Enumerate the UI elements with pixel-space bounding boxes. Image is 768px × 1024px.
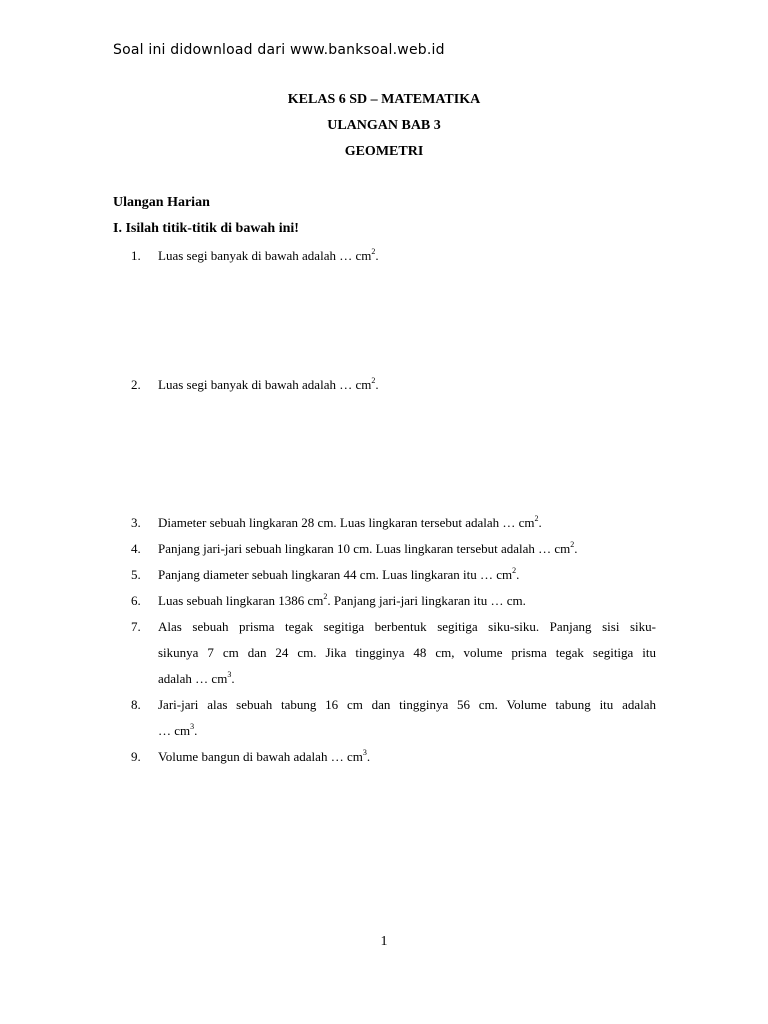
question-text: Luas sebuah lingkaran 1386 $cm^2$. Panjang jari-jari lingkaran itu … cm. xyxy=(158,592,526,608)
question-number: 4. xyxy=(131,541,141,556)
question-number: 9. xyxy=(131,749,141,764)
question-text-line: adalah … $cm^3$. xyxy=(158,670,235,686)
section-instruction: I. Isilah titik-titik di bawah ini! xyxy=(113,221,299,236)
question-number: 1. xyxy=(131,248,141,263)
question-number: 8. xyxy=(131,697,141,712)
page-number: 1 xyxy=(380,934,388,949)
question-number: 7. xyxy=(131,619,141,634)
title-chapter: ULANGAN BAB 3 xyxy=(327,118,441,133)
question-number: 5. xyxy=(131,567,141,582)
question-text: Panjang jari-jari sebuah lingkaran 10 cm. Luas lingkaran tersebut adalah … $cm^2$. xyxy=(158,540,578,556)
question-number: 2. xyxy=(131,377,141,392)
question-text-line: Alas sebuah prisma tegak segitiga berbentuk segitiga siku-siku. Panjang sisi siku- xyxy=(158,619,656,634)
question-text: Panjang diameter sebuah lingkaran 44 cm. Luas lingkaran itu … $cm^2$. xyxy=(158,566,520,582)
title-class-subject: KELAS 6 SD – MATEMATIKA xyxy=(287,92,481,107)
question-number: 3. xyxy=(131,515,141,530)
question-text: Luas segi banyak di bawah adalah … $cm^2$. xyxy=(158,376,379,392)
question-number: 6. xyxy=(131,593,141,608)
question-text: Volume bangun di bawah adalah … $cm^3$. xyxy=(158,748,371,764)
title-topic: GEOMETRI xyxy=(344,144,424,159)
question-text-line: Jari-jari alas sebuah tabung 16 cm dan tingginya 56 cm. Volume tabung itu adalah xyxy=(158,697,656,712)
question-text: Luas segi banyak di bawah adalah … $cm^2$. xyxy=(158,247,379,263)
section-heading: Ulangan Harian xyxy=(113,195,210,210)
source-watermark: Soal ini didownload dari www.banksoal.web.id xyxy=(113,42,445,58)
question-text: Diameter sebuah lingkaran 28 cm. Luas lingkaran tersebut adalah … $cm^2$. xyxy=(158,514,542,530)
question-text-line: … $cm^3$. xyxy=(158,722,198,738)
question-text-line: sikunya 7 cm dan 24 cm. Jika tingginya 48 cm, volume prisma tegak segitiga itu xyxy=(158,645,656,660)
